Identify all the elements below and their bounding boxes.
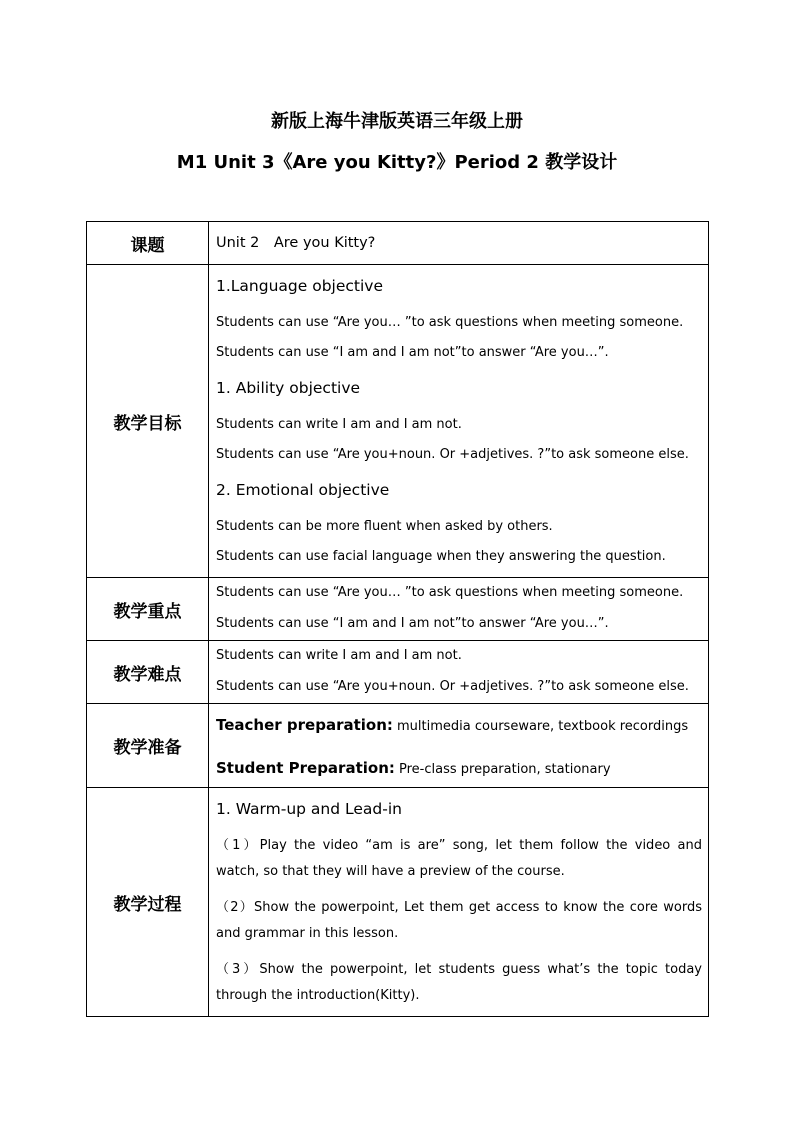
lesson-plan-table [86,221,709,1017]
preparation-row [87,704,709,788]
key-points-row [87,578,709,641]
key-points-cell [209,578,709,641]
teacher-preparation-value: multimedia courseware, textbook recordings [392,719,689,734]
difficulties-label: 教学难点 [87,641,209,704]
difficulty-item: Students can write I am and I am not. [216,648,462,663]
process-heading: 1. Warm-up and Lead-in [216,800,402,818]
emotional-objective-heading: 2. Emotional objective [216,481,390,499]
topic-value: Unit 2 Are you Kitty? [216,235,376,251]
teacher-preparation-label: Teacher preparation: [216,716,393,734]
document-title: 新版上海牛津版英语三年级上册 [271,111,523,132]
process-step: （1）Play the video “am is are” song, let them follow the video and watch, so that they will have a preview of the course. [216,838,702,879]
student-preparation [216,758,702,780]
preparation-cell [209,704,709,788]
topic-label: 课题 [87,222,209,265]
language-objective-item: Students can use “Are you… ”to ask questions when meeting someone. [216,315,684,330]
preparation-label: 教学准备 [87,704,209,788]
student-preparation-label: Student Preparation: [216,759,395,777]
emotional-objective-item: Students can be more fluent when asked by others. [216,519,553,534]
ability-objective-item: Students can write I am and I am not. [216,417,462,432]
language-objective-item: Students can use “I am and I am not”to answer “Are you…”. [216,345,609,360]
process-step: （2）Show the powerpoint, Let them get access to know the core words and grammar in this lesson. [216,900,702,941]
difficulty-item: Students can use “Are you+noun. Or +adjetives. ?”to ask someone else. [216,679,689,694]
key-point-item: Students can use “I am and I am not”to answer “Are you…”. [216,616,609,631]
teacher-preparation [216,715,702,737]
difficulties-cell [209,641,709,704]
ability-objective-item: Students can use “Are you+noun. Or +adjetives. ?”to ask someone else. [216,447,689,462]
emotional-objective-item: Students can use facial language when they answering the question. [216,549,666,564]
language-objective-heading: 1.Language objective [216,277,383,295]
key-point-item: Students can use “Are you… ”to ask questions when meeting someone. [216,585,684,600]
topic-row [87,222,709,265]
objectives-row [87,265,709,578]
topic-cell [209,222,709,265]
process-label: 教学过程 [87,788,209,1017]
process-step: （3）Show the powerpoint, let students guess what’s the topic today through the introduction(Kitty). [216,962,702,1003]
process-row [87,788,709,1017]
objectives-label: 教学目标 [87,265,209,578]
objectives-cell [209,265,709,578]
ability-objective-heading: 1. Ability objective [216,379,361,397]
key-points-label: 教学重点 [87,578,209,641]
process-cell [209,788,709,1017]
difficulties-row [87,641,709,704]
document-subtitle: M1 Unit 3《Are you Kitty?》Period 2 教学设计 [176,152,618,173]
student-preparation-value: Pre-class preparation, stationary [394,762,611,777]
